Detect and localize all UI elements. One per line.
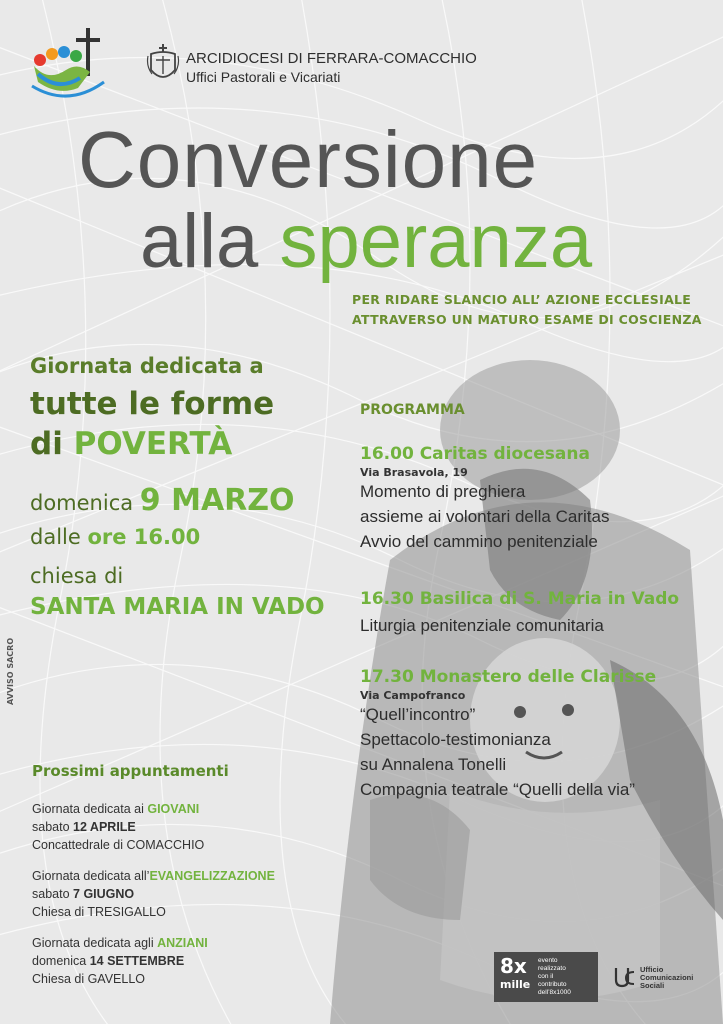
next-appointment-giovani <box>32 800 204 854</box>
day-title-line-2 <box>30 424 274 464</box>
date-prefix: domenica <box>30 491 140 515</box>
diocese-subtitle: Uffici Pastorali e Vicariati <box>186 69 341 85</box>
next-date: 12 APRILE <box>73 820 136 834</box>
programma-heading: PROGRAMMA <box>360 402 465 418</box>
program-item-desc: assieme ai volontari della Caritas <box>360 507 610 526</box>
next-appointment-date <box>32 885 275 903</box>
next-prefix: Giornata dedicata ai <box>32 802 148 816</box>
next-appointment-date <box>32 818 204 836</box>
ucs-logo-icon <box>612 964 636 990</box>
title-alla: alla <box>140 199 259 284</box>
date-big: 9 MARZO <box>139 483 295 518</box>
prossimi-heading: Prossimi appuntamenti <box>32 762 229 780</box>
next-appointment-anziani <box>32 934 208 988</box>
next-appointment-evangelizzazione <box>32 867 275 921</box>
title-conversione: Conversione <box>78 115 539 204</box>
time-value: ore 16.00 <box>87 525 201 549</box>
event-date <box>30 484 295 520</box>
program-item-time: 16.30 Basilica di S. Maria in Vado <box>360 589 680 609</box>
otto-mille-word: mille <box>500 978 531 991</box>
day-title-prefix: di <box>30 426 74 462</box>
diocese-crest-icon <box>146 42 180 86</box>
event-time <box>30 520 295 554</box>
next-prefix: Giornata dedicata agli <box>32 936 158 950</box>
program-item-address: Via Brasavola, 19 <box>360 466 468 479</box>
title-alla-speranza <box>140 199 593 284</box>
program-item-desc: Momento di preghiera <box>360 482 526 501</box>
title-speranza: speranza <box>279 199 593 284</box>
church-label: chiesa di <box>30 564 124 588</box>
next-date: 14 SETTEMBRE <box>89 954 185 968</box>
subtitle-line-1: PER RIDARE SLANCIO ALL’ AZIONE ECCLESIALE <box>352 292 692 307</box>
next-appointment-place: Concattedrale di COMACCHIO <box>32 838 205 852</box>
subtitle <box>352 290 702 330</box>
program-item-desc: Avvio del cammino penitenziale <box>360 532 598 551</box>
program-item-desc: Liturgia penitenziale comunitaria <box>360 616 604 635</box>
next-appointment-topic <box>32 934 208 952</box>
otto-mark: 8x <box>500 954 527 978</box>
program-item-desc: Compagnia teatrale “Quelli della via” <box>360 780 635 799</box>
next-appointment-date <box>32 952 208 970</box>
program-item-desc: “Quell’incontro” <box>360 705 476 724</box>
next-appointment-topic <box>32 867 275 885</box>
next-appointment-place: Chiesa di GAVELLO <box>32 972 146 986</box>
avviso-sacro-label: AVVISO SACRO <box>6 637 15 705</box>
otto-caption-line: con il <box>538 973 554 980</box>
next-appointment-topic <box>32 800 204 818</box>
next-topic: EVANGELIZZAZIONE <box>149 869 275 883</box>
church-name: SANTA MARIA IN VADO <box>30 594 325 620</box>
diocese-name: ARCIDIOCESI DI FERRARA-COMACCHIO <box>186 50 477 67</box>
next-appointment-place: Chiesa di TRESIGALLO <box>32 905 166 919</box>
program-item-desc: su Annalena Tonelli <box>360 755 507 774</box>
program-item-desc: Spettacolo-testimonianza <box>360 730 551 749</box>
program-item-time: 16.00 Caritas diocesana <box>360 444 590 464</box>
program-item-basilica <box>360 589 679 638</box>
otto-caption-line: dell’8x1000 <box>538 989 571 996</box>
event-date-time <box>30 484 295 554</box>
day-title-poverta: POVERTÀ <box>73 426 233 462</box>
program-item-clarisse <box>360 667 656 802</box>
time-prefix: dalle <box>30 525 88 549</box>
subtitle-line-2: ATTRAVERSO UN MATURO ESAME DI COSCIENZA <box>352 312 702 327</box>
otto-caption-line: contributo <box>538 981 567 988</box>
program-item-time: 17.30 Monastero delle Clarisse <box>360 667 657 687</box>
otto-caption-line: realizzato <box>538 965 566 972</box>
program-item-caritas <box>360 444 609 554</box>
otto-caption <box>538 957 571 997</box>
next-date-prefix: domenica <box>32 954 90 968</box>
next-date-prefix: sabato <box>32 887 74 901</box>
otto-caption-line: evento <box>538 957 558 964</box>
next-topic: GIOVANI <box>147 802 200 816</box>
day-title-line-1: tutte le forme <box>30 386 275 422</box>
program-item-address: Via Campofranco <box>360 689 466 702</box>
jubilee-2025-logo <box>18 22 118 114</box>
day-label: Giornata dedicata a <box>30 354 264 378</box>
otto-per-mille-logo <box>494 952 598 1002</box>
day-title <box>30 384 274 464</box>
ucs-label: Ufficio Comunicazioni Sociali <box>640 965 694 990</box>
next-topic: ANZIANI <box>157 936 208 950</box>
next-date-prefix: sabato <box>32 820 74 834</box>
next-prefix: Giornata dedicata all’ <box>32 869 150 883</box>
next-date: 7 GIUGNO <box>73 887 135 901</box>
